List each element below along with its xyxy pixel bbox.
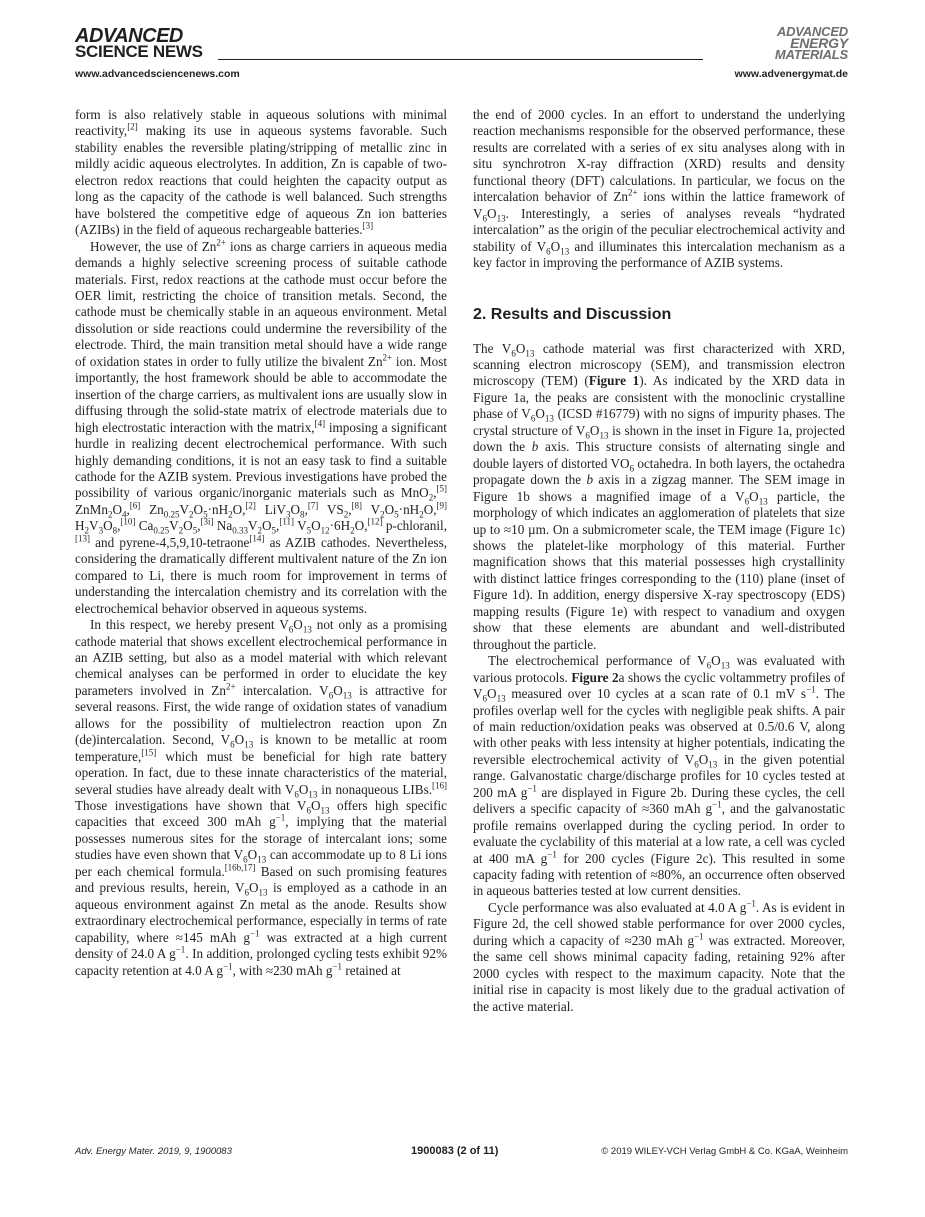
publisher-logo[interactable] (75, 25, 203, 61)
copyright: © 2019 WILEY-VCH Verlag GmbH & Co. KGaA, Weinheim (601, 1146, 848, 1157)
footer (75, 1146, 848, 1162)
paragraph: However, the use of $Zn^{2+}$ ions as charge carriers in aqueous media demands a highly selective screening process of suitable cathode materials. First, redox reactions at the cathode must occur before the OER limit, restricting the choice of transition metals. Second, the cathode must be chemically stable in an aqueous environment. Metal dissolution or side reactions could undermine the reversibility of the electrode. Third, the main transition metal should have a wide range of oxidation states in order to fully utilize the bivalent $Zn^{2+}$ ion. Most importantly, the host framework should be able to accommodate the insertion of the charge carriers, as multivalent ions are usually slow in diffusing through the solid-state matrix of electrode materials due to high electrostatic interaction with the matrix,[4] imposing a significant hurdle in realizing decent electrochemical performance. With such highly demanding conditions, it is not an easy task to find a suitable cathode for the AZIB system. Previous investigations have probed the possibility of various organic/inorganic materials such as MnO$_2$,[5] $ZnMn_2O_4,[6]$ $Zn_{0.25}V_2O_5\cdot nH_2O,[2]$ $LiV_3O_8,[7]$ $VS_2,[8]$ $V_2O_5\cdot nH_2O,[9]$ $H_2V_3O_8,[10]$ $Ca_{0.25}V_2O_5,[3i]$ $Na_{0.33}V_2O_5,[11]$ $V_5O_{12}\cdot 6H_2O,[12]$ p-chloranil,[13] and pyrene-4,5,9,10-tetraone[14] as AZIB cathodes. Nevertheless, considering the dramatically different multivalent nature of the Zn ion compared to Li, there is much room for improvement in terms of understanding the intercalation chemistry and its correlation with the electrochemical behavior observed in aqueous systems. (75, 237, 448, 616)
citation: Adv. Energy Mater. 2019, 9, 1900083 (75, 1146, 232, 1157)
journal-logo[interactable] (775, 26, 848, 60)
paragraph: In this respect, we hereby present $V_6O_{13}$ not only as a promising cathode material that shows excellent electrochemical performance in an AZIB setting, but also as a model material with which relevant chemical analyses can be performed in order to elucidate the key parameters involved in $Zn^{2+}$ intercalation. $V_6O_{13}$ is attractive for several reasons. First, the wide range of oxidation states of vanadium allows for the possibility of multielectron reaction upon Zn (de)intercalation. Second, $V_6O_{13}$ is known to be metallic at room temperature,[15] which must be beneficial for high rate battery operation. In fact, due to these innate characteristics of the material, several studies have already dealt with $V_6O_{13}$ in nonaqueous LIBs.[16] Those investigations have shown that $V_6O_{13}$ offers high specific capacities that exceed 300 mAh $g^{-1}$, implying that the material possesses numerous sites for the storage of intercalant ions; some studies have even shown that $V_6O_{13}$ can accommodate up to 8 Li ions per each chemical formula.[16b,17] Based on such promising features and previous results, herein, $V_6O_{13}$ is employed as a cathode in an aqueous environment against Zn metal as the anode. Results show extraordinary electrochemical performance, especially in terms of rate capability, where ≈145 mAh $g^{-1}$ was extracted at a high current density of 24.0 A $g^{-1}$. In addition, prolonged cycling tests exhibit 92% capacity retention at 4.0 A $g^{-1}$, with ≈230 mAh $g^{-1}$ retained at (75, 617, 447, 978)
right-column (473, 107, 845, 1015)
paragraph: The electrochemical performance of $V_6O_{13}$ was evaluated with various protocols. Figure 2a shows the cyclic voltammetry profiles of $V_6O_{13}$ measured over 10 cycles at a scan rate of 0.1 mV $s^{-1}$. The profiles overlap well for the cycles with negligible peak shifts. A pair of main reduction/oxidation peaks was observed at 0.5/0.6 V, along with other peaks with less intensity at higher potentials, indicating the reversible electrochemical activity of $V_6O_{13}$ in the given potential range. Galvanostatic charge/discharge profiles for 10 cycles tested at 200 mA $g^{-1}$ are displayed in Figure 2b. During these cycles, the cell delivers a specific capacity of ≈360 mAh $g^{-1}$, and the galvanostatic profile remains overlapped during the cycling period. In order to evaluate the cyclability of this material at a low rate, a cell was cycled at 400 mA $g^{-1}$ for 200 cycles (Figure 2c). This resulted in some capacity fading with retention of ≈80%, an occurrence often observed in aqueous batteries tested at low current densities. (473, 653, 846, 899)
paragraph: The $V_6O_{13}$ cathode material was first characterized with XRD, scanning electron microscopy (SEM), and transmission electron microscopy (TEM) (Figure 1). As indicated by the XRD data in Figure 1a, the peaks are consistent with the monoclinic crystalline phase of $V_6O_{13}$ (ICSD #16779) with no signs of impurity phases. The crystal structure of $V_6O_{13}$ is shown in the inset in Figure 1a, projected down the b axis. This structure consists of alternating single and double layers of distorted $VO_6$ octahedra. In both layers, the octahedra propagate down the b axis in a zigzag manner. The SEM image in Figure 1b shows a magnified image of a $V_6O_{13}$ particle, the morphology of which indicates an agglomeration of platelets that size up to ≈10 µm. On a submicrometer scale, the TEM image (Figure 1c) shows the platelet-like morphology of this material. Further magnification shows that this material possesses high crystallinity with distinct lattice fringes corresponding to the (110) plane (inset of Figure 1d). In addition, energy dispersive X-ray spectroscopy (EDS) mapping results (Figure 1e) with respect to vanadium and oxygen show that these elements are abundant and well-distributed throughout the particle. (473, 340, 846, 652)
page-number: 1900083 (2 of 11) (411, 1145, 499, 1157)
journal-logo-line-1: ADVANCED (776, 24, 848, 39)
paragraph: the end of 2000 cycles. In an effort to understand the underlying reaction mechanisms responsible for the observed performance, these results are correlated with a series of ex situ analyses along with in situ synchrotron X-ray diffraction (XRD) results and density functional theory (DFT) calculations. In particular, we focus on the intercalation behavior of $Zn^{2+}$ ions within the lattice framework of $V_6O_{13}$. Interestingly, a series of analyses reveals “hydrated intercalation” as the origin of the peculiar electrochemical activity and stability of $V_6O_{13}$ and illuminates this intercalation mechanism as a key factor in improving the performance of AZIB systems. (473, 107, 846, 271)
logo-line-1: ADVANCED (75, 25, 183, 47)
publisher-url[interactable]: www.advancedsciencenews.com (75, 68, 240, 80)
paragraph: Cycle performance was also evaluated at 4.0 A $g^{-1}$. As is evident in Figure 2d, the cell showed stable performance for over 2000 cycles, during which a capacity of ≈230 mAh $g^{-1}$ was extracted. Moreover, the same cell shows minimal capacity fading, retaining 92% after 2000 cycles with respect to the maximum capacity. Note that the initial rise in capacity is most likely due to the gradual activation of the active material. (473, 898, 845, 1014)
header-rule (218, 59, 703, 60)
left-column (75, 107, 447, 979)
journal-url[interactable]: www.advenergymat.de (734, 68, 848, 80)
paragraph: form is also relatively stable in aqueous solutions with minimal reactivity,[2] making its use in aqueous systems favorable. Such stability enables the reversible plating/stripping of metallic zinc in mildly acidic aqueous electrolytes. In addition, Zn is capable of two-electron redox reactions that could heighten the capacity output as long as the capacity of the cathode is well balanced. Such strengths have bolstered the competitive edge of aqueous Zn ion batteries (AZIBs) in the field of aqueous rechargeable batteries.[3] (75, 107, 447, 238)
journal-logo-line-3: MATERIALS (774, 47, 848, 62)
section-heading: 2. Results and Discussion (473, 305, 672, 323)
journal-logo-line-2: ENERGY (790, 35, 848, 51)
logo-line-2: SCIENCE NEWS (75, 42, 203, 61)
